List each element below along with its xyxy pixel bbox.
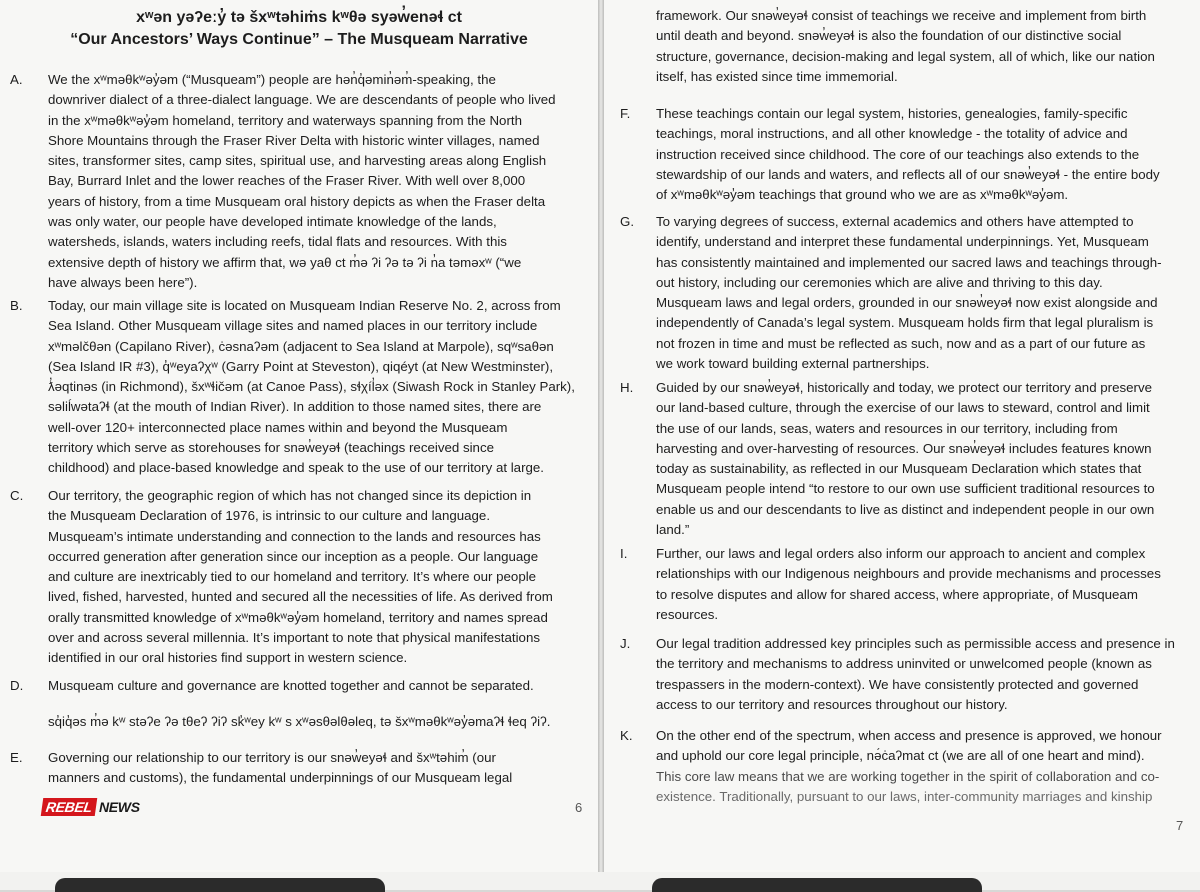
text-line: Guided by our snəw̓eyəɬ, historically and today, we protect our territory and preserve — [656, 380, 1153, 395]
paragraph-b — [10, 296, 588, 479]
text-line: childhood) and place-based knowledge and speak to the use of our territory at large. — [48, 460, 544, 476]
paragraph-letter: E. — [10, 750, 23, 765]
paragraph-text — [48, 486, 588, 669]
text-line: Musqueam laws and legal orders, grounded in our snəw̓eyəɬ now exist alongside and — [656, 295, 1158, 311]
text-line: These teachings contain our legal system, histories, genealogies, family-specific — [656, 106, 1128, 121]
text-line: until death and beyond. snəw̓eyəɬ is also the foundation of our distinctive social — [656, 28, 1122, 44]
text-line: land.” — [656, 522, 690, 538]
text-line: of xʷməθkʷəy̓əm teachings that ground who we are as xʷməθkʷəy̓əm. — [656, 187, 1069, 203]
paragraph-k — [620, 726, 1186, 807]
paragraph-h — [620, 378, 1186, 540]
text-line: structure, governance, decision-making and legal system, all of which, like our nation — [656, 48, 1155, 64]
text-line: harvesting and over-harvesting of resources. Our snəw̓eyəɬ includes features known — [656, 440, 1152, 456]
text-line: trespassers in the modern-context). We have consistently protected and governed — [656, 676, 1139, 692]
text-line: Further, our laws and legal orders also inform our approach to ancient and complex — [656, 546, 1146, 561]
text-line: occurred generation after generation since our inception as a people. Our language — [48, 548, 539, 564]
paragraph-letter: I. — [620, 546, 628, 561]
paragraph-text — [656, 104, 1186, 205]
text-line: to resolve disputes and allow for shared access, where appropriate, of Musqueam — [656, 586, 1138, 602]
text-line: Sea Island. Other Musqueam village sites and named places in our territory include — [48, 318, 538, 334]
text-line: On the other end of the spectrum, when access and presence is approved, we honour — [656, 728, 1162, 743]
text-line: and uphold our core legal principle, nə́ċaʔmat ct (we are all of one heart and mind). — [656, 748, 1145, 764]
text-line: Musqueam culture and governance are knotted together and cannot be separated. — [48, 678, 534, 693]
text-line: stewardship of our lands and waters, and reflects all of our snəw̓eyəɬ - the entire body — [656, 166, 1160, 182]
text-line: access to our territory and resources throughout our history. — [656, 696, 1008, 712]
text-line: we work toward building external partnerships. — [656, 356, 930, 372]
text-line: territory which serve as storehouses for snəw̓eyəɬ (teachings received since — [48, 440, 494, 456]
paragraph-letter: B. — [10, 298, 23, 313]
text-line: in the xʷməθkʷəy̓əm homeland, territory and waterways spanning from the North — [48, 112, 522, 128]
paragraph-letter: J. — [620, 636, 631, 651]
text-line: We the xʷməθkʷəy̓əm (“Musqueam”) people are hən̓q̓əmin̓əm̓-speaking, the — [48, 72, 496, 87]
text-line: watersheds, islands, waters including reefs, tidal flats and resources. With this — [48, 234, 507, 250]
paragraph-a — [10, 70, 588, 293]
paragraph-text — [48, 70, 588, 293]
document-title-line1: xʷən yəʔeːy̓ tə šxʷtəhiṁs kʷθə syəw̓enəɬ ct — [136, 9, 462, 26]
text-line: səliĺwətaʔɬ (at the mouth of Indian River). In addition to those named sites, there are — [48, 399, 542, 415]
text-line: out history, including our ceremonies which are alive and thriving to this day. — [656, 274, 1103, 290]
text-line: Governing our relationship to our territory is our snəw̓eyəɬ and šxʷtəhim̓ (our — [48, 750, 496, 765]
paragraph-d-halkomelem — [48, 712, 588, 732]
text-line: identify, understand and interpret these fundamental underpinnings. Yet, Musqueam — [656, 234, 1149, 250]
rebel-news-watermark — [42, 797, 140, 817]
text-line: teachings, moral instructions, and all other knowledge - the totality of advice and — [656, 126, 1128, 142]
text-line: the use of our lands, seas, waters and resources in our territory, including from — [656, 420, 1118, 436]
paragraph-d — [10, 676, 588, 696]
text-line: relationships with our Indigenous neighbours and provide mechanisms and processes — [656, 566, 1161, 582]
text-line: today as sustainability, as reflected in our Musqueam Declaration which states that — [656, 461, 1142, 477]
text-line: (Sea Island IR #3), q̓ʷeyaʔχʷ (Garry Point at Steveston), qiqéyt (at New Westminster), — [48, 358, 554, 374]
text-line: our land-based culture, through the exercise of our laws to steward, control and limit — [656, 400, 1150, 416]
paragraph-letter: K. — [620, 728, 633, 743]
paragraph-text — [48, 676, 588, 696]
page-number-right: 7 — [1176, 818, 1184, 833]
paragraph-text — [48, 748, 588, 789]
text-line: instruction received since childhood. The core of our teachings also extends to the — [656, 146, 1140, 162]
text-line: sq̓iq̓əs m̓ə kʷ stəʔe ʔə tθeʔ ʔiʔ sk̓ʷey kʷ s xʷəsθəlθəleq, tə šxʷməθkʷəy̓əmaʔɬ ɬeq ʔiʔ. — [48, 714, 551, 729]
text-line: well-over 120+ interconnected place names within and beyond the Musqueam — [48, 419, 508, 435]
paragraph-text — [656, 378, 1186, 540]
watermark-part2: NEWS — [98, 799, 140, 815]
text-line: sites, transformer sites, camp sites, spiritual use, and harvesting areas along English — [48, 153, 547, 169]
text-line: identified in our oral histories find support in western science. — [48, 650, 408, 666]
text-line: has consistently maintained and implemented our sacred laws and teachings through- — [656, 254, 1162, 270]
paragraph-c — [10, 486, 588, 669]
paragraph-e — [10, 748, 588, 789]
paragraph-text — [656, 726, 1186, 807]
text-line: lived, fished, harvested, hunted and secured all the necessities of life. As derived from — [48, 589, 553, 605]
paragraph-letter: C. — [10, 488, 24, 503]
paragraph-text — [48, 712, 588, 732]
text-line: not frozen in time and must be reflected as such, now and as a part of our future as — [656, 335, 1146, 351]
text-line: downriver dialect of a three-dialect language. We are descendants of people who lived — [48, 92, 556, 108]
text-line: To varying degrees of success, external academics and others have attempted to — [656, 214, 1134, 229]
paragraph-letter: A. — [10, 72, 23, 87]
text-line: the territory and mechanisms to address uninvited or unwelcomed people (known as — [656, 656, 1152, 672]
paragraph-e-continued — [656, 6, 1186, 87]
paragraph-letter: H. — [620, 380, 634, 395]
paragraph-text — [656, 212, 1186, 374]
text-line: Bay, Burrard Inlet and the lower reaches of the Fraser River. With well over 8,000 — [48, 173, 526, 189]
text-line: ƛ̓əqtinəs (in Richmond), šxʷɬičəm (at Canoe Pass), sɬχíl̓əx (Siwash Rock in Stanley Park), — [48, 379, 575, 395]
text-line: xʷməlčθən (Capilano River), ċəsnaʔəm (adjacent to Sea Island at Marpole), sqʷsaθən — [48, 338, 554, 354]
paragraph-j — [620, 634, 1186, 715]
paragraph-g — [620, 212, 1186, 374]
text-line: Musqueam’s intimate understanding and connection to the lands and resources has — [48, 528, 541, 544]
text-line: This core law means that we are working together in the spirit of collaboration and co- — [656, 768, 1160, 784]
paragraph-letter: F. — [620, 106, 631, 121]
text-line: have always been here”). — [48, 274, 198, 290]
text-line: manners and customs), the fundamental underpinnings of our Musqueam legal — [48, 770, 513, 786]
text-line: existence. Traditionally, pursuant to our laws, inter-community marriages and kinship — [656, 788, 1153, 804]
text-line: enable us and our descendants to live as distinct and independent people in our own — [656, 501, 1155, 517]
page-number-left: 6 — [575, 800, 583, 815]
text-line: orally transmitted knowledge of xʷməθkʷəy̓əm homeland, territory and names spread — [48, 609, 548, 625]
text-line: independently of Canada’s legal system. Musqueam holds firm that legal pluralism is — [656, 315, 1154, 331]
text-line: Our territory, the geographic region of which has not changed since its depiction in — [48, 488, 532, 503]
text-line: resources. — [656, 606, 719, 622]
paragraph-f — [620, 104, 1186, 205]
text-line: framework. Our snəw̓eyəɬ consist of teachings we receive and implement from birth — [656, 8, 1147, 23]
text-line: Our legal tradition addressed key principles such as permissible access and presence in — [656, 636, 1175, 651]
paragraph-text — [48, 296, 588, 479]
paragraph-i — [620, 544, 1186, 625]
text-line: Today, our main village site is located on Musqueam Indian Reserve No. 2, across from — [48, 298, 561, 313]
watermark-part1: REBEL — [41, 798, 97, 816]
paragraph-letter: D. — [10, 678, 24, 693]
text-line: was only water, our people have developed intimate knowledge of the lands, — [48, 214, 497, 230]
document-page-left — [0, 0, 598, 872]
text-line: and culture are inextricably tied to our homeland and territory. It’s where our people — [48, 569, 537, 585]
text-line: itself, has existed since time immemorial. — [656, 68, 898, 84]
text-line: the Musqueam Declaration of 1976, is intrinsic to our culture and language. — [48, 508, 491, 524]
text-line: years of history, from a time Musqueam oral history depicts as when the Fraser delta — [48, 193, 546, 209]
text-line: Musqueam people intend “to restore to our own use sufficient traditional resources to — [656, 481, 1155, 497]
document-page-right — [604, 0, 1200, 872]
document-title-line2: “Our Ancestors’ Ways Continue” – The Musqueam Narrative — [70, 31, 528, 48]
text-line: Shore Mountains through the Fraser River Delta with historic winter villages, named — [48, 132, 540, 148]
paragraph-letter: G. — [620, 214, 635, 229]
paragraph-text — [656, 6, 1186, 87]
paragraph-text — [656, 634, 1186, 715]
text-line: over and across several millennia. It’s important to note that physical manifestations — [48, 630, 540, 646]
paragraph-text — [656, 544, 1186, 625]
text-line: extensive depth of history we affirm that, wə yaθ ct m̓ə ʔi ʔə tə ʔi n̓a təməxʷ (“we — [48, 254, 522, 270]
